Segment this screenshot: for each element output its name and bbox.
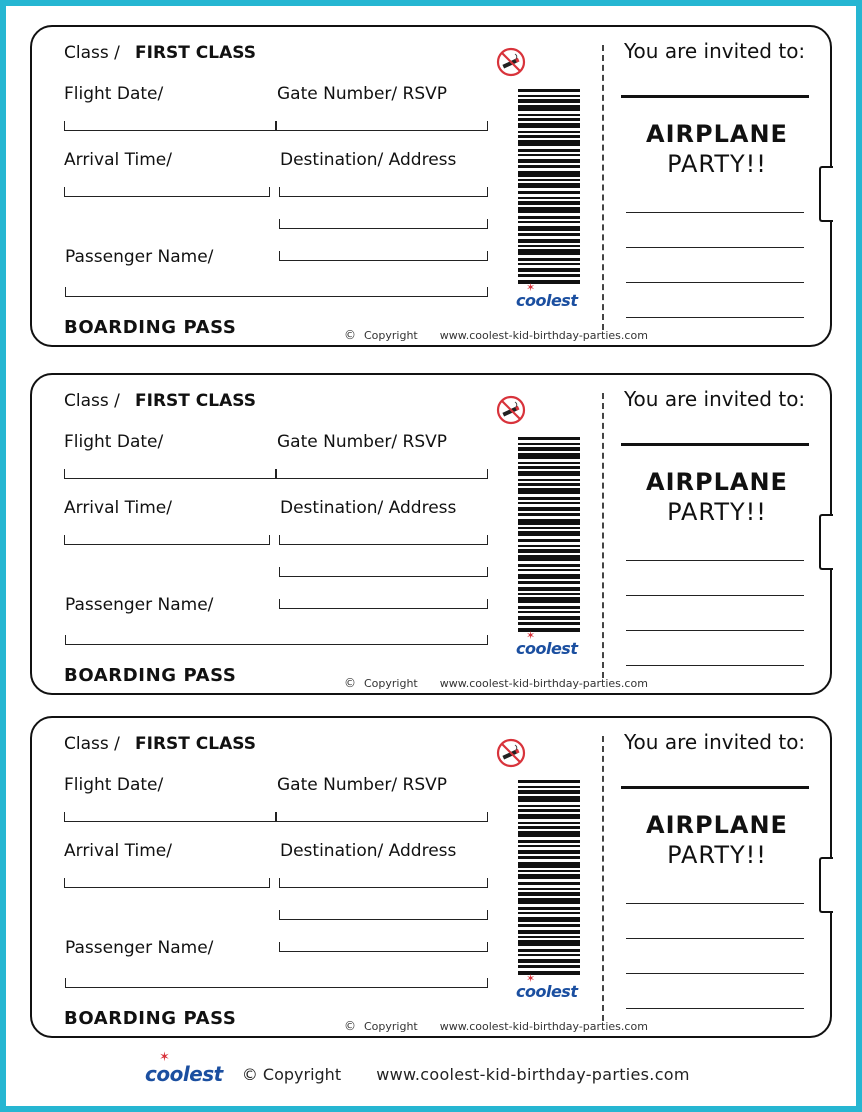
barcode-bar xyxy=(518,154,580,156)
barcode-bar xyxy=(518,95,580,97)
footer-copyright: © Copyright xyxy=(241,1064,342,1084)
barcode-bar xyxy=(518,581,580,584)
destination-field-2[interactable] xyxy=(279,219,488,229)
copyright-symbol-icon: © xyxy=(344,676,356,690)
barcode-bar xyxy=(518,159,580,163)
copyright-symbol-icon: © xyxy=(344,328,356,342)
copyright-line xyxy=(344,676,648,690)
barcode-bar xyxy=(518,99,580,103)
destination-field-3[interactable] xyxy=(279,599,488,609)
barcode-bar xyxy=(518,123,580,128)
barcode-bar xyxy=(518,622,580,625)
gate-number-label: Gate Number/ RSVP xyxy=(277,775,448,795)
barcode-bar xyxy=(518,131,580,133)
destination-field-3[interactable] xyxy=(279,251,488,261)
barcode xyxy=(518,437,580,632)
barcode-bar xyxy=(518,462,580,464)
barcode-bar xyxy=(518,165,580,168)
class-value: FIRST CLASS xyxy=(135,734,256,754)
party-title-line2: PARTY!! xyxy=(667,150,767,178)
class-label: Class / xyxy=(64,734,120,754)
boarding-pass-title: BOARDING PASS xyxy=(64,1008,237,1029)
barcode xyxy=(518,89,580,284)
invited-to-heading: You are invited to: xyxy=(624,39,806,63)
destination-label: Destination/ Address xyxy=(280,498,457,518)
barcode-bar xyxy=(518,479,580,481)
boarding-pass-title: BOARDING PASS xyxy=(64,317,237,338)
barcode-bar xyxy=(518,924,580,927)
barcode-bar xyxy=(518,527,580,529)
invite-detail-line[interactable] xyxy=(626,665,804,666)
barcode-bar xyxy=(518,502,580,504)
coolest-logo: ✶ coolest xyxy=(516,291,577,310)
ticket-notch xyxy=(819,857,833,913)
barcode-bar xyxy=(518,564,580,567)
barcode-bar xyxy=(518,183,580,188)
barcode-bar xyxy=(518,268,580,272)
barcode-bar xyxy=(518,907,580,910)
barcode-bar xyxy=(518,483,580,486)
gate-number-field[interactable] xyxy=(276,812,488,822)
flight-date-label: Flight Date/ xyxy=(64,84,164,104)
barcode-bar xyxy=(518,443,580,445)
barcode-bar xyxy=(518,954,580,956)
barcode-bar xyxy=(518,191,580,194)
barcode-bar xyxy=(518,447,580,451)
barcode-bar xyxy=(518,201,580,205)
invite-detail-line[interactable] xyxy=(626,282,804,283)
no-smoking-icon xyxy=(496,738,526,768)
barcode-bar xyxy=(518,135,580,138)
barcode-bar xyxy=(518,936,580,938)
passenger-name-label: Passenger Name/ xyxy=(65,938,214,958)
flight-date-field[interactable] xyxy=(64,121,276,131)
invited-to-rule xyxy=(621,95,809,98)
barcode-bar xyxy=(518,930,580,934)
barcode-bar xyxy=(518,249,580,255)
tear-line xyxy=(602,45,604,330)
website-text: www.coolest-kid-birthday-parties.com xyxy=(439,1020,648,1033)
ticket-notch xyxy=(819,514,833,570)
tear-line xyxy=(602,393,604,678)
barcode-bar xyxy=(518,197,580,199)
destination-field-1[interactable] xyxy=(279,535,488,545)
barcode-bar xyxy=(518,850,580,854)
gate-number-field[interactable] xyxy=(276,121,488,131)
barcode-bar xyxy=(518,453,580,459)
barcode-bar xyxy=(518,882,580,885)
invite-detail-line[interactable] xyxy=(626,560,804,561)
party-title xyxy=(622,810,812,870)
copyright-text: Copyright xyxy=(364,329,418,342)
barcode-bar xyxy=(518,239,580,243)
passenger-name-field[interactable] xyxy=(65,287,488,297)
barcode-bar xyxy=(518,593,580,595)
passenger-name-label: Passenger Name/ xyxy=(65,247,214,267)
barcode-bar xyxy=(518,549,580,553)
barcode-bar xyxy=(518,263,580,265)
footer-coolest-logo: ✶ coolest xyxy=(145,1062,223,1086)
destination-label: Destination/ Address xyxy=(280,150,457,170)
gate-number-label: Gate Number/ RSVP xyxy=(277,432,448,452)
coolest-logo: ✶ coolest xyxy=(516,639,577,658)
barcode-bar xyxy=(518,114,580,116)
website-text: www.coolest-kid-birthday-parties.com xyxy=(439,329,648,342)
footer-website: www.coolest-kid-birthday-parties.com xyxy=(376,1064,690,1084)
party-title-line1: AIRPLANE xyxy=(646,468,788,496)
barcode-bar xyxy=(518,831,580,837)
barcode-bar xyxy=(518,221,580,223)
arrival-time-field[interactable] xyxy=(64,535,270,545)
invited-to-rule xyxy=(621,786,809,789)
barcode-bar xyxy=(518,965,580,968)
barcode-bar xyxy=(518,488,580,494)
no-smoking-icon xyxy=(496,395,526,425)
passenger-name-field[interactable] xyxy=(65,978,488,988)
barcode-bar xyxy=(518,780,580,783)
barcode-bar xyxy=(518,611,580,613)
barcode-bar xyxy=(518,118,580,121)
party-title-line1: AIRPLANE xyxy=(646,811,788,839)
barcode-bar xyxy=(518,790,580,794)
copyright-line xyxy=(344,328,648,342)
barcode-bar xyxy=(518,840,580,843)
barcode-bar xyxy=(518,466,580,469)
invite-detail-line[interactable] xyxy=(626,212,804,213)
barcode-bar xyxy=(518,89,580,92)
website-text: www.coolest-kid-birthday-parties.com xyxy=(439,677,648,690)
barcode-bar xyxy=(518,207,580,213)
barcode-bar xyxy=(518,959,580,963)
barcode-bar xyxy=(518,870,580,872)
barcode-bar xyxy=(518,845,580,847)
invite-detail-line[interactable] xyxy=(626,630,804,631)
barcode xyxy=(518,780,580,975)
invited-to-heading: You are invited to: xyxy=(624,730,806,754)
barcode-bar xyxy=(518,274,580,277)
invite-detail-line[interactable] xyxy=(626,595,804,596)
barcode-bar xyxy=(518,140,580,146)
barcode-bar xyxy=(518,826,580,829)
barcode-bar xyxy=(518,587,580,591)
barcode-bar xyxy=(518,888,580,890)
copyright-text: Copyright xyxy=(364,677,418,690)
party-title xyxy=(622,119,812,179)
barcode-bar xyxy=(518,179,580,181)
class-label: Class / xyxy=(64,43,120,63)
barcode-bar xyxy=(518,569,580,571)
arrival-time-label: Arrival Time/ xyxy=(64,841,172,861)
barcode-bar xyxy=(518,606,580,609)
barcode-bar xyxy=(518,949,580,952)
tear-line xyxy=(602,736,604,1021)
copyright-symbol-icon: © xyxy=(344,1019,356,1033)
destination-field-3[interactable] xyxy=(279,942,488,952)
barcode-bar xyxy=(518,539,580,542)
destination-field-2[interactable] xyxy=(279,910,488,920)
invited-to-rule xyxy=(621,443,809,446)
flight-date-field[interactable] xyxy=(64,469,276,479)
barcode-bar xyxy=(518,497,580,500)
barcode-bar xyxy=(518,809,580,812)
gate-number-field[interactable] xyxy=(276,469,488,479)
barcode-bar xyxy=(518,856,580,859)
class-value: FIRST CLASS xyxy=(135,43,256,63)
barcode-bar xyxy=(518,513,580,516)
arrival-time-label: Arrival Time/ xyxy=(64,150,172,170)
party-title-line1: AIRPLANE xyxy=(646,120,788,148)
barcode-bar xyxy=(518,226,580,231)
arrival-time-field[interactable] xyxy=(64,187,270,197)
invite-detail-line[interactable] xyxy=(626,247,804,248)
barcode-bar xyxy=(518,892,580,896)
barcode-bar xyxy=(518,233,580,236)
destination-field-2[interactable] xyxy=(279,567,488,577)
barcode-bar xyxy=(518,874,580,879)
invited-to-heading: You are invited to: xyxy=(624,387,806,411)
arrival-time-label: Arrival Time/ xyxy=(64,498,172,518)
coolest-logo: ✶ coolest xyxy=(516,982,577,1001)
party-title-line2: PARTY!! xyxy=(667,498,767,526)
flight-date-field[interactable] xyxy=(64,812,276,822)
barcode-bar xyxy=(518,814,580,819)
barcode-bar xyxy=(518,917,580,922)
boarding-pass-ticket xyxy=(30,716,832,1038)
barcode-bar xyxy=(518,471,580,476)
barcode-bar xyxy=(518,507,580,511)
barcode-bar xyxy=(518,898,580,904)
barcode-bar xyxy=(518,597,580,603)
class-value: FIRST CLASS xyxy=(135,391,256,411)
barcode-bar xyxy=(518,245,580,247)
destination-field-1[interactable] xyxy=(279,187,488,197)
no-smoking-icon xyxy=(496,47,526,77)
copyright-text: Copyright xyxy=(364,1020,418,1033)
boarding-pass-ticket xyxy=(30,25,832,347)
invite-detail-line[interactable] xyxy=(626,317,804,318)
party-title-line2: PARTY!! xyxy=(667,841,767,869)
barcode-bar xyxy=(518,545,580,547)
party-title xyxy=(622,467,812,527)
arrival-time-field[interactable] xyxy=(64,878,270,888)
boarding-pass-title: BOARDING PASS xyxy=(64,665,237,686)
barcode-bar xyxy=(518,519,580,525)
class-label: Class / xyxy=(64,391,120,411)
barcode-bar xyxy=(518,574,580,579)
barcode-bar xyxy=(518,555,580,561)
barcode-bar xyxy=(518,531,580,536)
barcode-bar xyxy=(518,216,580,219)
barcode-bar xyxy=(518,796,580,802)
flight-date-label: Flight Date/ xyxy=(64,775,164,795)
barcode-bar xyxy=(518,912,580,914)
barcode-bar xyxy=(518,149,580,152)
barcode-bar xyxy=(518,258,580,261)
invite-detail-line[interactable] xyxy=(626,938,804,939)
barcode-bar xyxy=(518,171,580,177)
invite-detail-line[interactable] xyxy=(626,1008,804,1009)
boarding-pass-ticket xyxy=(30,373,832,695)
gate-number-label: Gate Number/ RSVP xyxy=(277,84,448,104)
barcode-bar xyxy=(518,437,580,440)
barcode-bar xyxy=(518,822,580,824)
barcode-bar xyxy=(518,786,580,788)
barcode-bar xyxy=(518,616,580,620)
copyright-line xyxy=(344,1019,648,1033)
invite-detail-line[interactable] xyxy=(626,973,804,974)
barcode-bar xyxy=(518,862,580,868)
invite-detail-line[interactable] xyxy=(626,903,804,904)
barcode-bar xyxy=(518,940,580,946)
passenger-name-field[interactable] xyxy=(65,635,488,645)
barcode-bar xyxy=(518,805,580,807)
destination-label: Destination/ Address xyxy=(280,841,457,861)
ticket-notch xyxy=(819,166,833,222)
destination-field-1[interactable] xyxy=(279,878,488,888)
flight-date-label: Flight Date/ xyxy=(64,432,164,452)
page-footer xyxy=(145,1062,690,1086)
passenger-name-label: Passenger Name/ xyxy=(65,595,214,615)
barcode-bar xyxy=(518,105,580,111)
